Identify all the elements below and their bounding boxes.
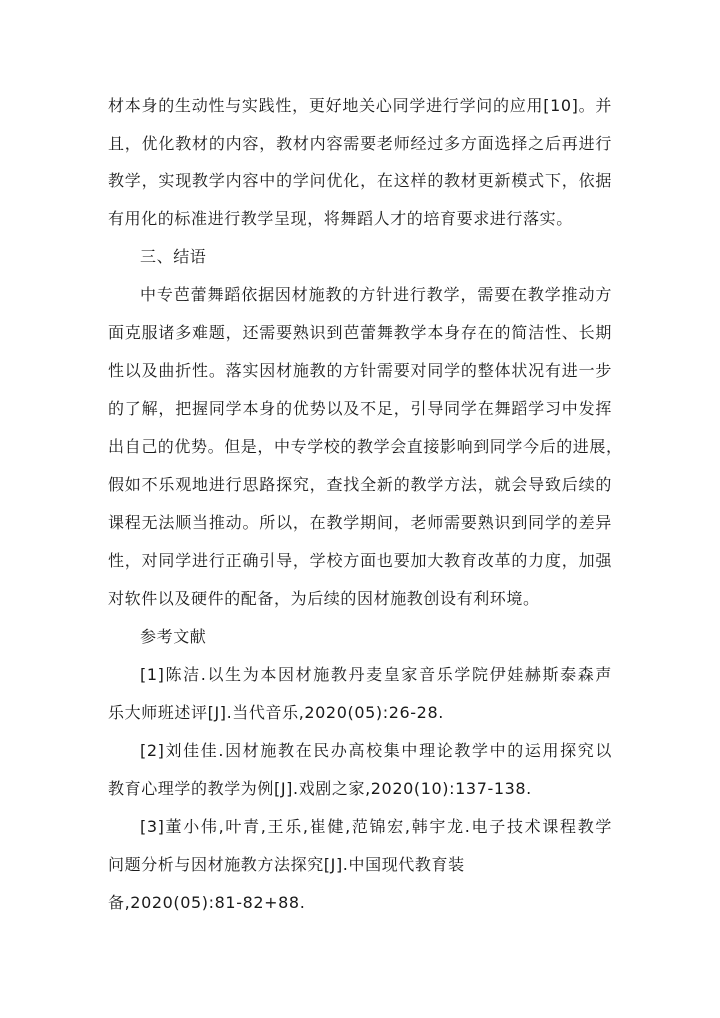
conclusion-line: 对软件以及硬件的配备，为后续的因材施教创设有利环境。	[108, 589, 540, 608]
reference-line: 问题分析与因材施教方法探究[J].中国现代教育装	[108, 855, 465, 874]
reference-line: 备,2020(05):81-82+88.	[108, 893, 306, 912]
conclusion-line: 性，对同学进行正确引导，学校方面也要加大教育改革的力度，加强	[108, 551, 612, 570]
conclusion-line: 的了解，把握同学本身的优势以及不足，引导同学在舞蹈学习中发挥	[108, 399, 612, 418]
body-line: 材本身的生动性与实践性，更好地关心同学进行学问的应用[10]。并	[108, 96, 612, 115]
references-heading: 参考文献	[140, 627, 207, 646]
reference-line: [2]刘佳佳.因材施教在民办高校集中理论教学中的运用探究以	[140, 741, 612, 760]
body-line: 教学，实现教学内容中的学问优化，在这样的教材更新模式下，依据	[108, 171, 612, 190]
section-heading: 三、结语	[140, 247, 207, 266]
reference-line: 教育心理学的教学为例[J].戏剧之家,2020(10):137-138.	[108, 779, 532, 798]
reference-line: [1]陈洁.以生为本因材施教丹麦皇家音乐学院伊娃赫斯泰森声	[140, 665, 612, 684]
reference-line: [3]董小伟,叶青,王乐,崔健,范锦宏,韩宇龙.电子技术课程教学	[140, 817, 612, 836]
reference-line: 乐大师班述评[J].当代音乐,2020(05):26-28.	[108, 703, 444, 722]
body-line: 有用化的标准进行教学呈现，将舞蹈人才的培育要求进行落实。	[108, 209, 573, 228]
conclusion-line: 面克服诸多难题，还需要熟识到芭蕾舞教学本身存在的简洁性、长期	[108, 323, 612, 342]
conclusion-line: 中专芭蕾舞蹈依据因材施教的方针进行教学，需要在教学推动方	[140, 285, 612, 304]
conclusion-line: 课程无法顺当推动。所以，在教学期间，老师需要熟识到同学的差异	[108, 513, 612, 532]
conclusion-line: 性以及曲折性。落实因材施教的方针需要对同学的整体状况有进一步	[108, 361, 612, 380]
body-line: 且，优化教材的内容，教材内容需要老师经过多方面选择之后再进行	[108, 134, 612, 153]
conclusion-line: 假如不乐观地进行思路探究，查找全新的教学方法，就会导致后续的	[108, 475, 612, 494]
conclusion-line: 出自己的优势。但是，中专学校的教学会直接影响到同学今后的进展，	[108, 437, 623, 456]
